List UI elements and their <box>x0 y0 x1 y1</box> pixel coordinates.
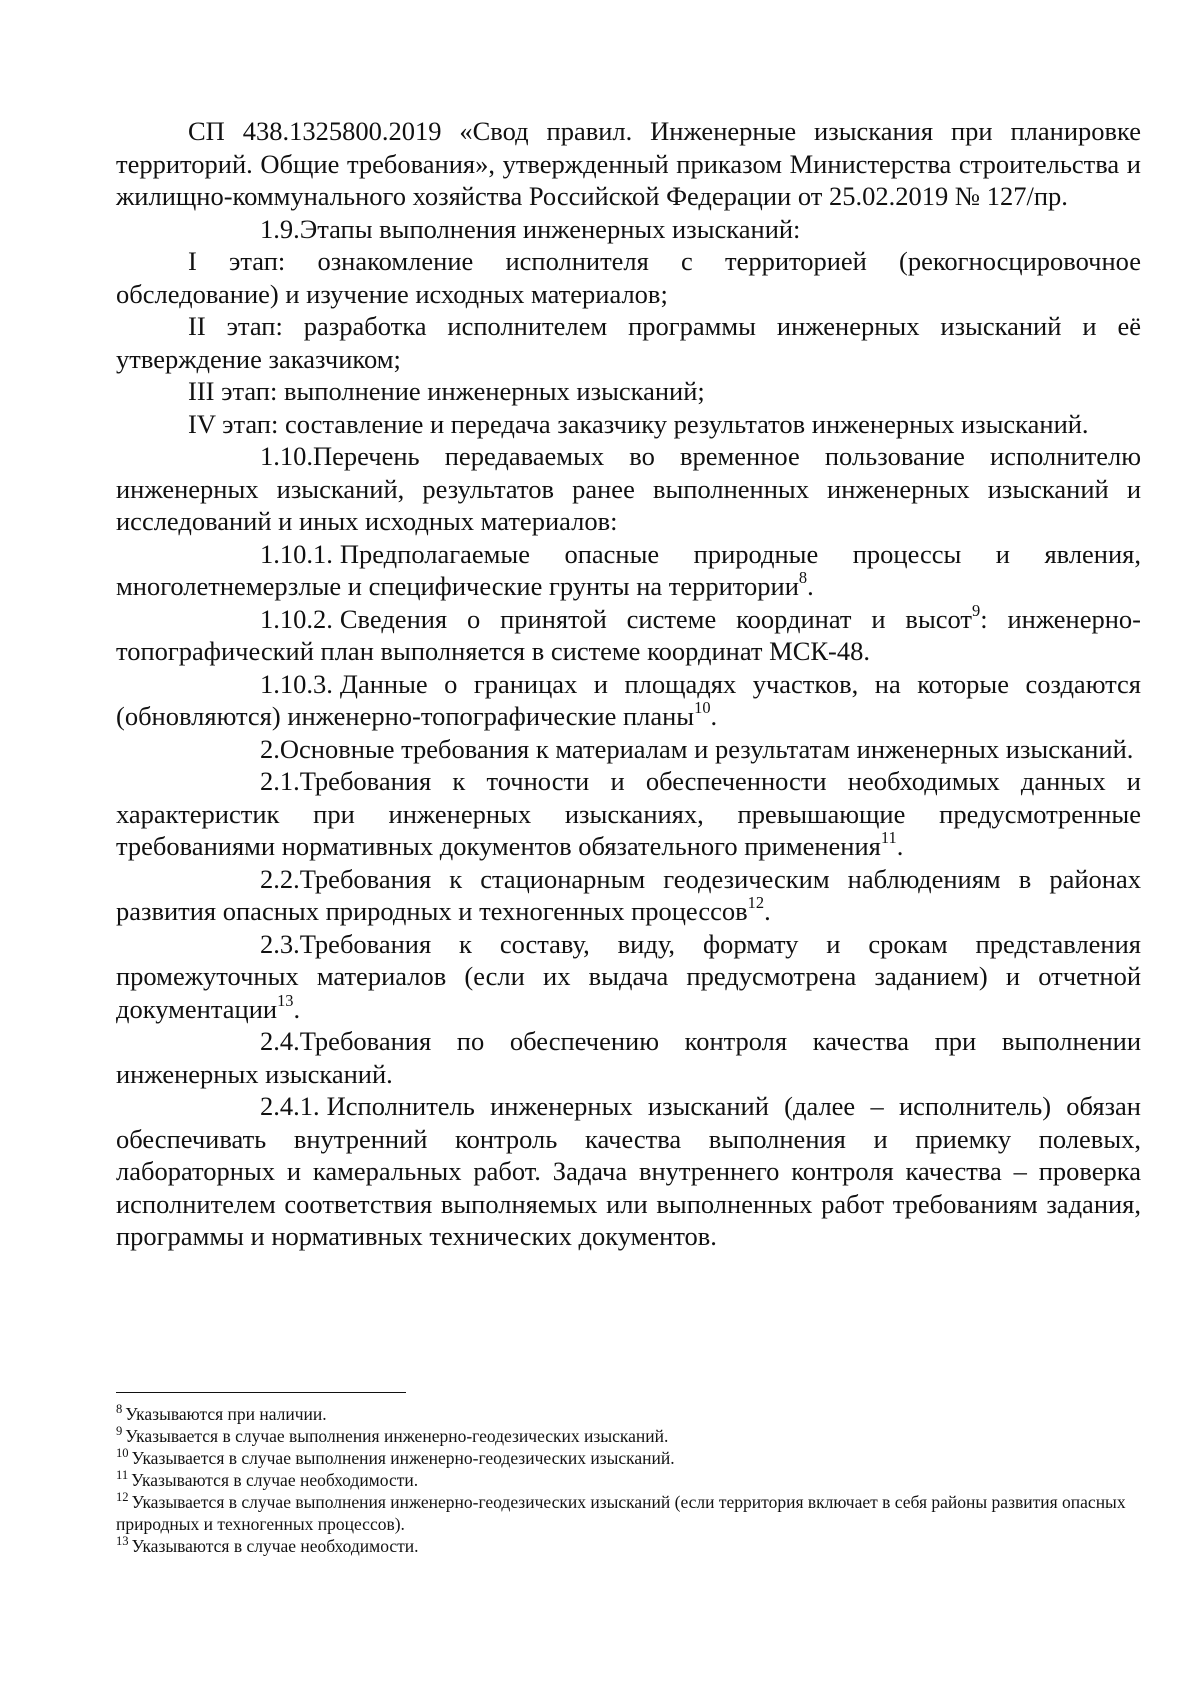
footnote-12 <box>116 1491 1141 1535</box>
footnote-10 <box>116 1447 1141 1469</box>
paragraph-text: Требования к стационарным геодезическим наблюдениям в районах развития опасных природных и техногенных процессов <box>116 863 1141 926</box>
footnote-ref[interactable]: 10 <box>694 698 711 718</box>
section-number: 1.10.1. <box>260 538 333 569</box>
footnote-mark: 13 <box>116 1534 129 1549</box>
paragraph-text: Перечень передаваемых во временное пользование исполнителю инженерных изысканий, результатов ранее выполненных инженерных изысканий и исследований и иных исходных материалов: <box>116 441 1141 536</box>
footnote-text: Указываются при наличии. <box>125 1404 327 1424</box>
paragraph-text: IV этап: составление и передача заказчику результатов инженерных изысканий. <box>188 408 1089 439</box>
paragraph-2-1 <box>116 765 1141 863</box>
paragraph-tail: . <box>710 701 718 731</box>
footnote-8 <box>116 1403 1141 1425</box>
section-number: 1.10. <box>260 441 313 471</box>
footnote-mark: 8 <box>116 1402 123 1417</box>
paragraph-2-2 <box>116 863 1141 928</box>
paragraph-text: Требования по обеспечению контроля качества при выполнении инженерных изысканий. <box>116 1026 1141 1089</box>
paragraph-1-10-1 <box>116 538 1141 603</box>
footnote-text: Указывается в случае выполнения инженерно-геодезических изысканий. <box>131 1448 675 1468</box>
paragraph-2-3 <box>116 928 1141 1026</box>
paragraph-1-9 <box>116 213 1141 246</box>
footnote-text: Указываются в случае необходимости. <box>131 1470 419 1490</box>
document-body <box>116 115 1141 1253</box>
paragraph-text: Сведения о принятой системе координат и высот <box>339 603 972 634</box>
footnote-mark: 9 <box>116 1424 123 1439</box>
paragraph-text: СП 438.1325800.2019 «Свод правил. Инженерные изыскания при планировке территорий. Общие требования», утвержденный приказом Министерства строительства и жилищно-коммунального хозяйства Российской Федерации от 25.02.2019 № 127/пр. <box>116 116 1141 211</box>
section-number: 2.3. <box>260 928 300 959</box>
footnote-ref[interactable]: 8 <box>798 568 808 588</box>
section-number: 2. <box>260 733 280 764</box>
paragraph-tail: . <box>896 831 904 861</box>
section-number: 1.9. <box>260 213 300 244</box>
paragraph-tail: . <box>293 993 301 1024</box>
paragraph-2-4-1 <box>116 1090 1141 1253</box>
footnote-text: Указываются в случае необходимости. <box>131 1536 419 1556</box>
paragraph-2 <box>116 733 1141 766</box>
footnotes <box>116 1403 1141 1557</box>
footnote-ref[interactable]: 12 <box>747 893 765 913</box>
section-number: 2.4.1. <box>260 1091 320 1121</box>
paragraph-tail: . <box>807 571 814 601</box>
section-number: 2.4. <box>260 1026 300 1056</box>
paragraph-stage-4 <box>116 408 1141 441</box>
section-number: 2.1. <box>260 766 300 796</box>
paragraph-text: Основные требования к материалам и результатам инженерных изысканий. <box>279 733 1134 764</box>
footnote-text: Указывается в случае выполнения инженерно-геодезических изысканий. <box>125 1426 669 1446</box>
paragraph-text: Требования к составу, виду, формату и срокам представления промежуточных материалов (если их выдача предусмотрена заданием) и отчетной документации <box>116 928 1141 1024</box>
footnote-mark: 12 <box>116 1490 129 1505</box>
paragraph-tail: : инженерно-топографический план выполняется в системе координат МСК-48. <box>116 603 1141 666</box>
paragraph-2-4 <box>116 1025 1141 1090</box>
paragraph-1-10 <box>116 440 1141 538</box>
footnote-9 <box>116 1425 1141 1447</box>
footnote-ref[interactable]: 9 <box>972 600 981 620</box>
section-number: 2.2. <box>260 863 300 894</box>
footnote-ref[interactable]: 13 <box>277 990 294 1010</box>
paragraph-1-10-2 <box>116 600 1141 668</box>
paragraph-1-10-3 <box>116 668 1141 733</box>
paragraph-text: Исполнитель инженерных изысканий (далее – исполнитель) обязан обеспечивать внутренний контроль качества выполнения и приемку полевых, лабораторных и камеральных работ. Задача внутреннего контроля качества – проверка исполнителем соответствия выполняемых или выполненных работ требованиям задания, программы и нормативных технических документов. <box>116 1091 1141 1251</box>
paragraph-text: III этап: выполнение инженерных изысканий; <box>188 376 705 406</box>
paragraph-stage-2 <box>116 310 1141 375</box>
footnote-13 <box>116 1535 1141 1557</box>
footnote-mark: 11 <box>116 1468 129 1483</box>
paragraph-text: Требования к точности и обеспеченности необходимых данных и характеристик при инженерных изысканиях, превышающие предусмотренные требованиями нормативных документов обязательного применения <box>116 766 1141 861</box>
paragraph-stage-3 <box>116 375 1141 408</box>
footnote-ref[interactable]: 11 <box>880 828 897 848</box>
section-number: 1.10.3. <box>260 668 333 699</box>
footnote-mark: 10 <box>116 1446 129 1461</box>
footnote-text: Указывается в случае выполнения инженерно-геодезических изысканий (если территория включает в себя районы развития опасных природных и техногенных процессов). <box>116 1492 1126 1534</box>
paragraph-text: Этапы выполнения инженерных изысканий: <box>299 213 801 244</box>
paragraph-intro <box>116 115 1141 213</box>
paragraph-tail: . <box>764 896 771 926</box>
paragraph-text: I этап: ознакомление исполнителя с территорией (рекогносцировочное обследование) и изучение исходных материалов; <box>116 246 1141 309</box>
section-number: 1.10.2. <box>260 603 333 634</box>
paragraph-text: Данные о границах и площадях участков, на которые создаются (обновляются) инженерно-топографические планы <box>116 668 1141 731</box>
footnote-separator <box>116 1392 406 1393</box>
paragraph-stage-1 <box>116 245 1141 310</box>
footnote-11 <box>116 1469 1141 1491</box>
paragraph-text: II этап: разработка исполнителем программы инженерных изысканий и её утверждение заказчиком; <box>116 311 1141 374</box>
paragraph-text: Предполагаемые опасные природные процессы и явления, многолетнемерзлые и специфические грунты на территории <box>116 538 1141 601</box>
